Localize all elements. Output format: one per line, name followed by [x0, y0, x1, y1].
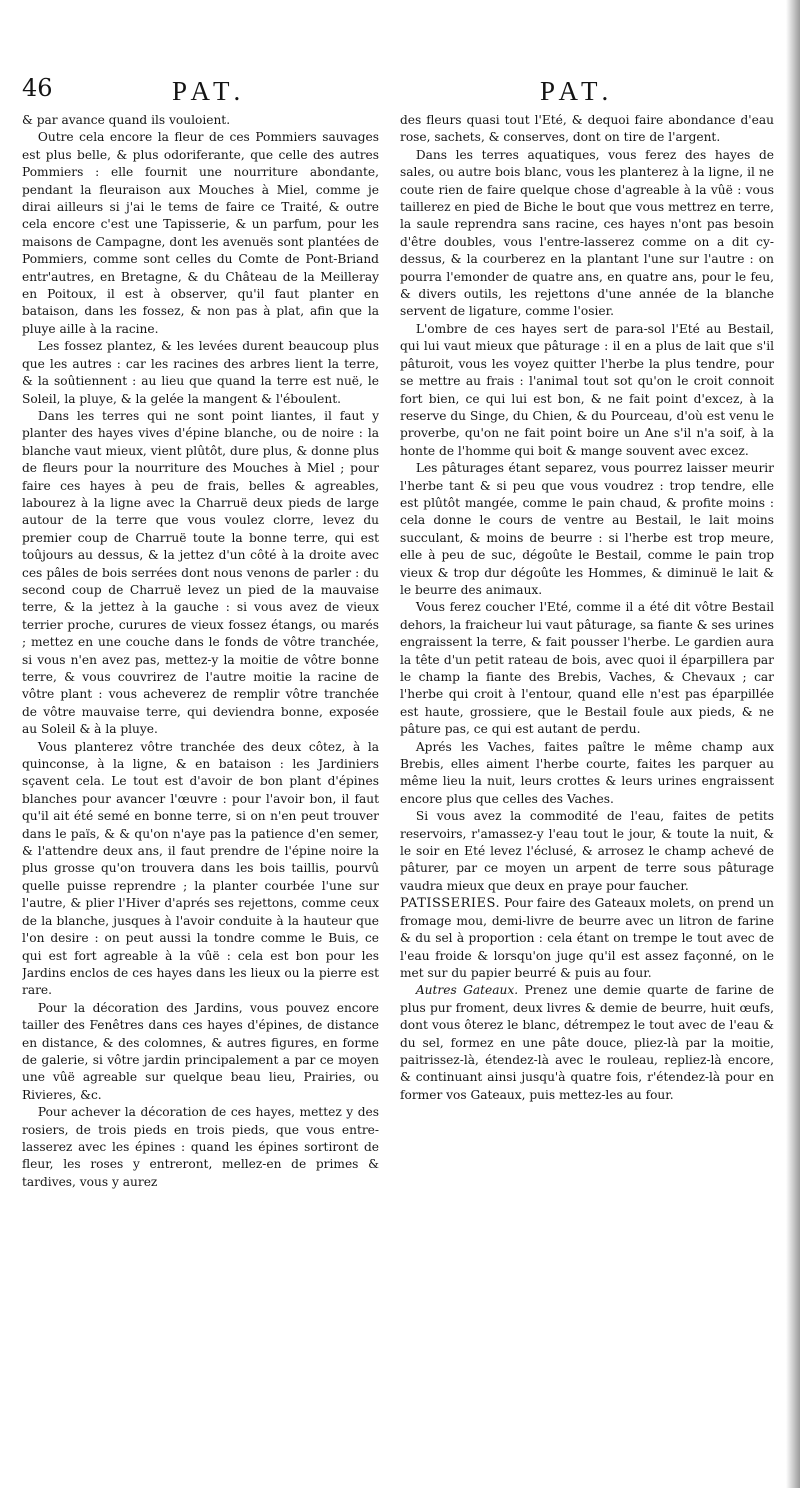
- running-head-left: PAT.: [172, 76, 247, 106]
- sub-entry-paragraph: [400, 982, 774, 1104]
- paragraph: Dans les terres qui ne sont point liantes, il faut y planter des hayes vives d'épine blanche, ou de noire : la blanche vaut mieux, vient plûtôt, dure plus, & donne plus de fleurs pour la nourriture des Mouches à Miel ; pour faire ces hayes à peu de frais, belles & agreables, labourez à la ligne avec la Charruë deux pieds de large autour de la terre que vous voulez clorre, levez du premier coup de Charruë toute la bonne terre, qui est toûjours au dessus, & la jettez d'un côté à la droite avec ces pâles de bois serrées dont nous venons de parler : du second coup de Charruë levez un pied de la mauvaise terre, & la jettez à la gauche : si vous avez de vieux terrier proche, curures de vieux fossez étangs, ou marés ; mettez en une couche dans le fonds de vôtre tranchée, si vous n'en avez pas, mettez-y la moitie de vôtre bonne terre, & vous couvrirez de l'autre moitie la racine de vôtre plant : vous acheverez de remplir vôtre tranchée de vôtre mauvaise terre, qui deviendra bonne, exposée au Soleil & à la pluye.: [22, 408, 379, 737]
- left-column: [22, 112, 379, 1472]
- entry-text: Pour faire des Gateaux molets, on prend un fromage mou, demi-livre de beurre avec un litron de farine & du sel à proportion : cela étant on trempe le tout avec de l'eau froide & lorsqu'on juge qu'il est assez façonné, on le met sur du papier beurré & puis au four.: [400, 896, 774, 980]
- paragraph: Dans les terres aquatiques, vous ferez des hayes de sales, ou autre bois blanc, vous les planterez à la ligne, il ne coute rien de faire quelque chose d'agreable à la vûë : vous taillerez en pied de Biche le bout que vous mettrez en terre, la saule reprendra sans racine, ces hayes n'ont pas besoin d'être doubles, vous l'entre-lasserez comme on a dit cy-dessus, & la courberez en la plantant l'une sur l'autre : on pourra l'emonder de quatre ans, en quatre ans, pour le feu, & divers outils, les rejettons d'une année de la blanche servent de ligature, comme l'osier.: [400, 147, 774, 319]
- running-head-right: PAT.: [540, 76, 615, 106]
- paragraph: Vous planterez vôtre tranchée des deux côtez, à la quinconse, à la ligne, & en bataison : les Jardiniers sçavent cela. Le tout est d'avoir de bon plant d'épines blanches pour avancer l'œuvre : pour l'avoir bon, il faut qu'il ait été semé en bonne terre, si on n'en peut trouver dans le païs, & & qu'on n'aye pas la patience d'en semer, & l'attendre deux ans, il faut prendre de l'épine noire la plus grosse qu'on trouvera dans les bois taillis, pourvû quelle puisse reprendre ; la planter courbée l'une sur l'autre, & plier l'Hiver d'aprés ses rejettons, comme ceux de la blanche, jusques à l'avoir conduite à la hauteur que l'on desire : on peut aussi la tondre comme le Buis, ce qui est fort agreable à la vûë : cela est bon pour les Jardins enclos de ces hayes dans les lieux ou la pierre est rare.: [22, 739, 379, 998]
- binding-shadow: [786, 0, 800, 1488]
- paragraph: Vous ferez coucher l'Eté, comme il a été dit vôtre Bestail dehors, la fraicheur lui vaut pâturage, sa fiante & ses urines engraissent la terre, & fait pousser l'herbe. Le gardien aura la tête d'un petit rateau de bois, avec quoi il éparpillera par le champ la fiante des Brebis, Vaches, & Chevaux ; car l'herbe qui croit à l'entour, quand elle n'est pas éparpillée est haute, grossiere, que le Bestail foule aux pieds, & ne pâture pas, ce qui est autant de perdu.: [400, 600, 774, 737]
- paragraph: Pour achever la décoration de ces hayes, mettez y des rosiers, de trois pieds en trois pieds, que vous entre-lasserez avec les épines : quand les épines sortiront de fleur, les roses y entreront, mellez-en de primes & tardives, vous y aurez: [22, 1105, 379, 1189]
- paragraph: Pour la décoration des Jardins, vous pouvez encore tailler des Fenêtres dans ces hayes d'épines, de distance en distance, & des colomnes, & autres figures, en forme de galerie, si vôtre jardin principalement a par ce moyen une vûë agreable sur quelque beau lieu, Prairies, ou Rivieres, &c.: [22, 1000, 379, 1102]
- paragraph: Les pâturages étant separez, vous pourrez laisser meurir l'herbe tant & si peu que vous voudrez : trop tendre, elle est plûtôt mangée, comme le pain chaud, & profite moins : cela donne le cours de ventre au Bestail, le lait moins succulant, & moins de beurre : si l'herbe est trop meure, elle à peu de suc, dégoûte le Bestail, comme le pain trop vieux & trop dur dégoûte les Hommes, & diminuë le lait & le beurre des animaux.: [400, 461, 774, 597]
- paragraph: Outre cela encore la fleur de ces Pommiers sauvages est plus belle, & plus odoriferante, que celle des autres Pommiers : elle fournit une nourriture abondante, pendant la fleuraison aux Mouches à Miel, comme je dirai ailleurs si j'ai le tems de faire ce Traité, & outre cela encore c'est une Tapisserie, & un parfum, pour les maisons de Campagne, dont les avenuës sont plantées de Pommiers, comme sont celles du Comte de Pont-Briand entr'autres, en Bretagne, & du Château de la Meilleray en Poitoux, il est à observer, qu'il faut planter en bataison, dans les fossez, & non pas à plat, afin que la pluye aille à la racine.: [22, 130, 379, 336]
- entry-paragraph: [400, 895, 774, 982]
- paragraph: Les fossez plantez, & les levées durent beaucoup plus que les autres : car les racines des arbres lient la terre, & la soûtiennent : au lieu que quand la terre est nuë, le Soleil, la pluye, & la gelée la mangent & l'éboulent.: [22, 339, 379, 406]
- paragraph: Si vous avez la commodité de l'eau, faites de petits reservoirs, r'amassez-y l'eau tout le jour, & toute la nuit, & le soir en Eté levez l'éclusé, & arrosez le champ achevé de pâturer, par ce moyen un arpent de terre sous pâturage vaudra mieux que deux en praye pour faucher.: [400, 809, 774, 893]
- paragraph: & par avance quand ils vouloient.: [22, 113, 231, 127]
- paragraph: Aprés les Vaches, faites paître le même champ aux Brebis, elles aiment l'herbe courte, faites les parquer au même lieu la nuit, leurs crottes & leurs urines engraissent encore plus que celles des Vaches.: [400, 739, 774, 806]
- sub-entry-text: Prenez une demie quarte de farine de plus pur froment, deux livres & demie de beurre, huit œufs, dont vous ôterez le blanc, détrempez le tout avec de l'eau & du sel, formez en une pâte douce, pliez-là par la moitie, paitrissez-là, étendez-là avec le rouleau, repliez-là encore, & continuant ainsi jusqu'à quatre fois, r'étendez-là pour en former vos Gateaux, puis mettez-les au four.: [400, 983, 774, 1102]
- right-column: [400, 112, 774, 1472]
- paragraph: des fleurs quasi tout l'Eté, & dequoi faire abondance d'eau rose, sachets, & conserves, dont on tire de l'argent.: [400, 113, 774, 145]
- sub-entry-title: Autres Gateaux.: [415, 983, 519, 998]
- paragraph: L'ombre de ces hayes sert de para-sol l'Eté au Bestail, qui lui vaut mieux que pâturage : il en a plus de lait que s'il pâturoit, vous les voyez quitter l'herbe la plus tendre, pour se mettre au frais : l'animal tout sot qu'on le croit connoit fort bien, ce qui lui est bon, & ne fait point d'excez, à la reserve du Singe, du Chien, & du Pourceau, d'où est venu le proverbe, qu'on ne fait point boire un Ane s'il n'a soif, à la honte de l'homme qui boit & mange souvent avec excez.: [400, 321, 774, 458]
- entry-title: PATISSERIES.: [400, 896, 501, 912]
- page-number: 46: [22, 74, 53, 102]
